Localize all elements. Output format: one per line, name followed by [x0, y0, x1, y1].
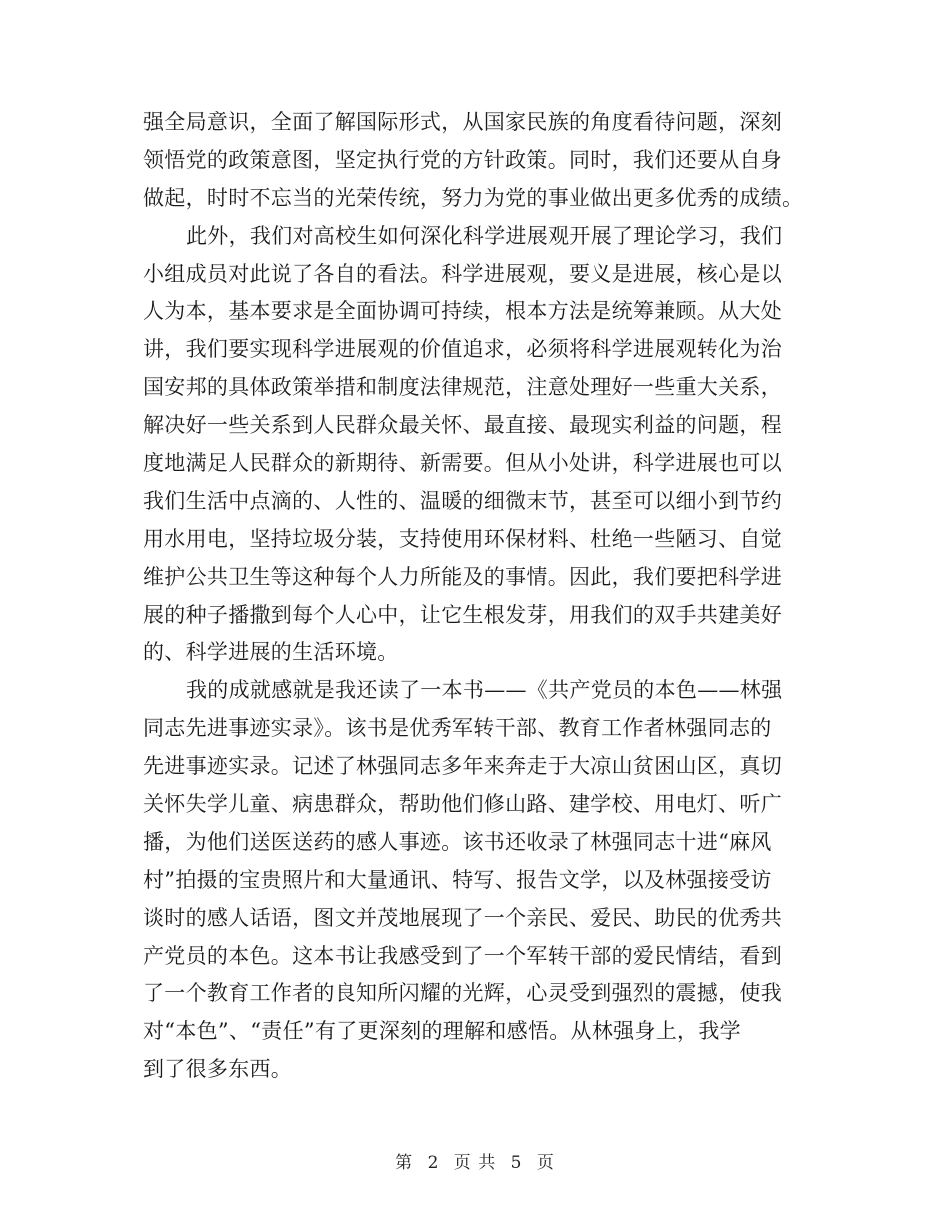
text-line: 展的种子播撒到每个人心中，让它生根发芽，用我们的双手共建美好	[143, 602, 782, 627]
paragraph	[143, 218, 811, 673]
text-line: 用水用电，坚持垃圾分装，支持使用环保材料、杜绝一些陋习、自觉	[143, 526, 782, 551]
text-line: 解决好一些关系到人民群众最关怀、最直接、最现实利益的问题，程	[143, 413, 782, 438]
text-line: 对“本色”、“责任”有了更深刻的理解和感悟。从林强身上，我学	[143, 1019, 741, 1044]
text-line: 我们生活中点滴的、人性的、温暖的细微末节，甚至可以细小到节约	[143, 488, 782, 513]
text-line: 人为本，基本要求是全面协调可持续，根本方法是统筹兼顾。从大处	[143, 299, 782, 324]
text-line: 我的成就感就是我还读了一本书——《共产党员的本色——林强	[186, 678, 783, 703]
paragraph	[143, 104, 811, 218]
page-footer	[0, 1148, 950, 1173]
text-line: 的、科学进展的生活环境。	[143, 640, 399, 665]
text-line: 村”拍摄的宝贵照片和大量通讯、特写、报告文学，以及林强接受访	[143, 867, 772, 892]
page-number-prefix: 第	[395, 1153, 414, 1173]
page-number-suffix: 页	[536, 1153, 555, 1173]
total-pages-number: 5	[510, 1153, 523, 1173]
text-line: 维护公共卫生等这种每个人力所能及的事情。因此，我们要把科学进	[143, 564, 782, 589]
paragraph	[143, 672, 811, 1089]
text-line: 关怀失学儿童、病患群众，帮助他们修山路、建学校、用电灯、听广	[143, 792, 782, 817]
text-line: 小组成员对此说了各自的看法。科学进展观，要义是进展，核心是以	[143, 261, 782, 286]
text-line: 播，为他们送医送药的感人事迹。该书还收录了林强同志十进“麻风	[143, 829, 772, 854]
text-line: 到了很多东西。	[143, 1057, 293, 1082]
text-line: 领悟党的政策意图，坚定执行党的方针政策。同时，我们还要从自身	[143, 147, 782, 172]
text-line: 了一个教育工作者的良知所闪耀的光辉，心灵受到强烈的震撼，使我	[143, 981, 782, 1006]
document-body	[143, 104, 811, 1089]
text-line: 讲，我们要实现科学进展观的价值追求，必须将科学进展观转化为治	[143, 337, 782, 362]
text-line: 国安邦的具体政策举措和制度法律规范，注意处理好一些重大关系，	[143, 375, 782, 400]
text-line: 谈时的感人话语，图文并茂地展现了一个亲民、爱民、助民的优秀共	[143, 905, 782, 930]
text-line: 度地满足人民群众的新期待、新需要。但从小处讲，科学进展也可以	[143, 451, 782, 476]
page-number-middle: 页 共	[453, 1153, 497, 1173]
text-line: 此外，我们对高校生如何深化科学进展观开展了理论学习，我们	[186, 223, 783, 248]
text-line: 产党员的本色。这本书让我感受到了一个军转干部的爱民情结，看到	[143, 943, 782, 968]
text-line: 先进事迹实录。记述了林强同志多年来奔走于大凉山贫困山区，真切	[143, 754, 782, 779]
text-line: 做起，时时不忘当的光荣传统，努力为党的事业做出更多优秀的成绩。	[143, 185, 804, 210]
current-page-number: 2	[427, 1153, 440, 1173]
text-line: 强全局意识，全面了解国际形式，从国家民族的角度看待问题，深刻	[143, 110, 782, 134]
text-line: 同志先进事迹实录》。该书是优秀军转干部、教育工作者林强同志的	[143, 716, 772, 741]
